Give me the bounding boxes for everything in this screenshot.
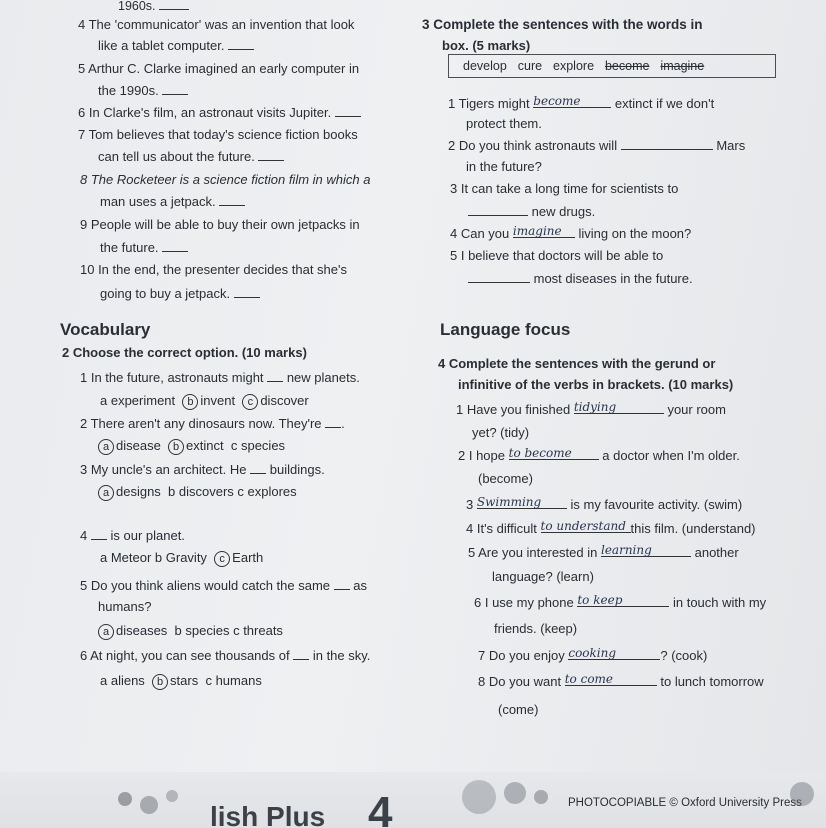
ex3-sentence-3: 3 It can take a long time for scientists to xyxy=(450,181,679,196)
decorative-dot-icon xyxy=(118,792,132,806)
option-circle-c[interactable]: c xyxy=(242,394,258,410)
statement-10: 10 In the end, the presenter decides that she's xyxy=(80,262,347,277)
ex3-sentence-1-cont: protect them. xyxy=(466,116,542,131)
statement-8-cont: man uses a jetpack. xyxy=(100,193,245,209)
lf-sentence-1: 1 Have you finished tidying your room xyxy=(456,400,726,417)
lf-answer-3[interactable]: Swimming xyxy=(477,496,567,509)
ex3-sentence-2-cont: in the future? xyxy=(466,159,542,174)
answer-blank[interactable] xyxy=(219,193,245,206)
option-circle-b[interactable]: b xyxy=(152,674,168,690)
option-circle-a[interactable]: a xyxy=(98,624,114,640)
vocab-q6: 6 At night, you can see thousands of in the sky. xyxy=(80,648,371,663)
vocab-q1-options: a experiment b invent c discover xyxy=(100,393,309,408)
lf-answer-4[interactable]: to understand xyxy=(541,520,631,533)
vocab-q5-cont: humans? xyxy=(98,599,152,614)
decorative-dot-icon xyxy=(166,790,178,802)
statement-4-cont: like a tablet computer. xyxy=(98,37,254,53)
lf-answer-8[interactable]: to come xyxy=(565,673,657,686)
word-explore: explore xyxy=(553,59,595,73)
option-circle-a[interactable]: a xyxy=(98,485,114,501)
ex3-answer-2[interactable] xyxy=(621,137,713,150)
statement-10-cont: going to buy a jetpack. xyxy=(100,285,260,301)
statement-8: 8 The Rocketeer is a science fiction film in which a xyxy=(80,172,371,187)
footer-brand: lish Plus xyxy=(210,801,326,828)
footer-copyright: PHOTOCOPIABLE © Oxford University Press xyxy=(568,797,802,809)
statement-6: 6 In Clarke's film, an astronaut visits Jupiter. xyxy=(78,104,361,120)
top-fragment: 1960s. xyxy=(118,0,189,14)
ex3-sentence-2: 2 Do you think astronauts will Mars xyxy=(448,138,746,153)
statement-7: 7 Tom believes that today's science fiction books xyxy=(78,127,358,142)
vocab-q6-options: a aliens b stars c humans xyxy=(100,673,262,688)
answer-blank[interactable] xyxy=(162,82,188,95)
statement-9: 9 People will be able to buy their own jetpacks in xyxy=(80,217,360,232)
exercise-2-title: 2 Choose the correct option. (10 marks) xyxy=(62,345,307,360)
exercise-4-title: 4 Complete the sentences with the gerund or xyxy=(438,356,716,371)
lf-sentence-6-cont: friends. (keep) xyxy=(494,621,578,636)
vocab-q4-options: a Meteor b Gravity c Earth xyxy=(100,550,264,565)
lf-sentence-6: 6 I use my phone to keep in touch with my xyxy=(474,593,767,610)
lf-sentence-7: 7 Do you enjoy cooking ? (cook) xyxy=(478,646,708,663)
statement-5-cont: the 1990s. xyxy=(98,82,188,98)
lf-sentence-2: 2 I hope to become a doctor when I'm older. xyxy=(458,446,740,463)
decorative-dot-icon xyxy=(534,790,548,804)
option-circle-a[interactable]: a xyxy=(98,439,114,455)
vocabulary-heading: Vocabulary xyxy=(60,320,151,339)
answer-blank[interactable] xyxy=(258,148,284,161)
vocab-q1: 1 In the future, astronauts might new planets. xyxy=(80,370,360,385)
exercise-3-title: 3 Complete the sentences with the words in xyxy=(422,17,703,32)
statement-4: 4 The 'communicator' was an invention that look xyxy=(78,17,355,32)
vocab-q3: 3 My uncle's an architect. He buildings. xyxy=(80,462,325,477)
lf-sentence-8-cont: (come) xyxy=(498,702,539,717)
lf-sentence-5-cont: language? (learn) xyxy=(492,569,594,584)
ex3-answer-5[interactable] xyxy=(468,270,530,283)
ex3-answer-3[interactable] xyxy=(468,203,528,216)
vocab-q2: 2 There aren't any dinosaurs now. They're . xyxy=(80,416,345,431)
vocab-q2-options: a disease b extinct c species xyxy=(98,438,285,455)
word-imagine: imagine xyxy=(660,59,705,73)
option-circle-b[interactable]: b xyxy=(182,394,198,410)
answer-blank[interactable] xyxy=(335,104,361,117)
decorative-dot-icon xyxy=(504,782,526,804)
statement-9-cont: the future. xyxy=(100,239,188,255)
word-develop: develop xyxy=(463,59,507,73)
language-focus-heading: Language focus xyxy=(440,320,571,339)
option-circle-b[interactable]: b xyxy=(168,439,184,455)
word-box xyxy=(448,54,776,78)
ex3-sentence-5: 5 I believe that doctors will be able to xyxy=(450,248,664,263)
decorative-dot-icon xyxy=(790,782,814,806)
word-box-words xyxy=(463,59,704,74)
lf-sentence-8: 8 Do you want to come to lunch tomorrow xyxy=(478,672,764,689)
footer-band xyxy=(0,772,826,828)
lf-sentence-3: 3 Swimming is my favourite activity. (swim) xyxy=(466,495,743,512)
vocab-q5: 5 Do you think aliens would catch the same as xyxy=(80,578,368,593)
word-cure: cure xyxy=(517,59,543,73)
ex3-answer-1[interactable]: become xyxy=(533,95,611,108)
lf-answer-1[interactable]: tidying xyxy=(574,401,664,414)
ex3-sentence-1: 1 Tigers might become extinct if we don't xyxy=(448,94,715,111)
answer-blank[interactable] xyxy=(228,37,254,50)
lf-sentence-2-cont: (become) xyxy=(478,471,533,486)
lf-answer-6[interactable]: to keep xyxy=(577,594,669,607)
statement-5: 5 Arthur C. Clarke imagined an early computer in xyxy=(78,61,360,76)
lf-sentence-5: 5 Are you interested in learning another xyxy=(468,543,739,560)
answer-blank[interactable] xyxy=(162,239,188,252)
lf-answer-5[interactable]: learning xyxy=(601,544,691,557)
lf-answer-7[interactable]: cooking xyxy=(568,647,660,660)
exercise-4-subtitle: infinitive of the verbs in brackets. (10 marks) xyxy=(458,377,734,392)
statement-7-cont: can tell us about the future. xyxy=(98,148,284,164)
option-circle-c[interactable]: c xyxy=(214,551,230,567)
word-become: become xyxy=(604,59,650,73)
exercise-3-subtitle: box. (5 marks) xyxy=(442,38,531,53)
ex3-answer-4[interactable]: imagine xyxy=(513,225,575,238)
decorative-dot-icon xyxy=(140,796,158,814)
ex3-sentence-4: 4 Can you imagine living on the moon? xyxy=(450,224,692,241)
vocab-q3-options: a designs b discovers c explores xyxy=(98,484,297,501)
lf-sentence-1-cont: yet? (tidy) xyxy=(472,425,530,440)
footer-level: 4 xyxy=(368,788,393,828)
vocab-q4: 4 is our planet. xyxy=(80,528,185,543)
decorative-dot-icon xyxy=(462,780,496,814)
ex3-sentence-5-cont: most diseases in the future. xyxy=(468,270,693,286)
lf-sentence-4: 4 It's difficult to understand this film. (understand) xyxy=(466,519,756,536)
lf-answer-2[interactable]: to become xyxy=(509,447,599,460)
vocab-q5-options: a diseases b species c threats xyxy=(98,623,283,640)
ex3-sentence-3-cont: new drugs. xyxy=(468,203,595,219)
answer-blank[interactable] xyxy=(234,285,260,298)
